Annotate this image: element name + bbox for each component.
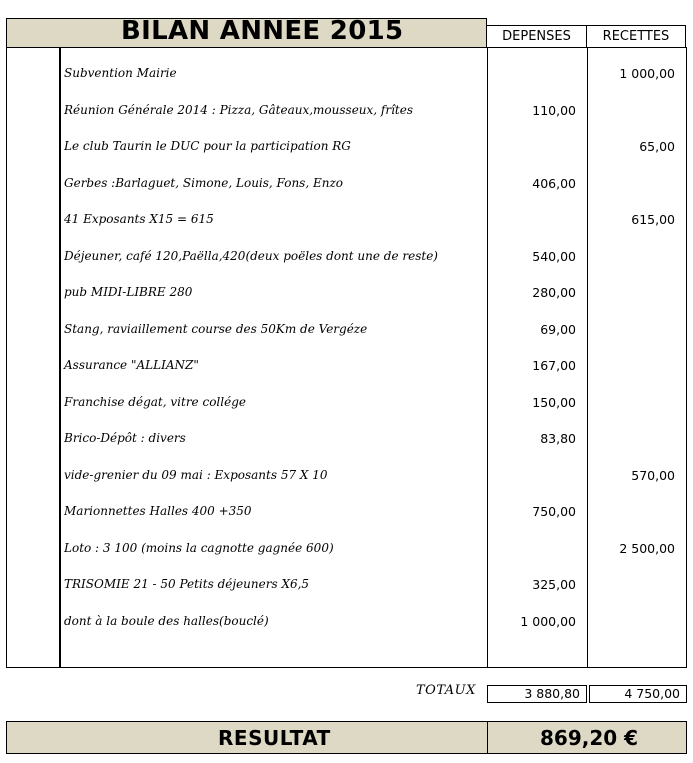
total-recettes: 4 750,00	[589, 685, 687, 703]
column-header-recettes: RECETTES	[587, 25, 686, 48]
row-description: Gerbes :Barlaguet, Simone, Louis, Fons, Enzo	[64, 176, 343, 190]
row-description: Brico-Dépôt : divers	[64, 431, 186, 445]
table-row	[0, 139, 693, 159]
title-band	[6, 18, 487, 48]
table-row	[0, 249, 693, 269]
row-depense: 150,00	[532, 395, 576, 410]
result-divider	[487, 721, 488, 754]
table-row	[0, 468, 693, 488]
table-row	[0, 577, 693, 597]
row-depense: 280,00	[532, 285, 576, 300]
row-description: Le club Taurin le DUC pour la participation RG	[64, 139, 351, 153]
row-description: Marionnettes Halles 400 +350	[64, 504, 252, 518]
total-depenses: 3 880,80	[487, 685, 587, 703]
row-depense: 406,00	[532, 176, 576, 191]
row-description: Stang, raviaillement course des 50Km de Vergéze	[64, 322, 368, 336]
row-depense: 69,00	[540, 322, 576, 337]
table-row	[0, 395, 693, 415]
row-description: Loto : 3 100 (moins la cagnotte gagnée 600)	[64, 541, 334, 555]
table-row	[0, 358, 693, 378]
row-description: Assurance "ALLIANZ"	[64, 358, 199, 372]
row-description: pub MIDI-LIBRE 280	[64, 285, 193, 299]
table-row	[0, 103, 693, 123]
row-recette: 570,00	[631, 468, 675, 483]
row-recette: 1 000,00	[619, 66, 675, 81]
row-depense: 110,00	[532, 103, 576, 118]
table-row	[0, 614, 693, 634]
row-description: Déjeuner, café 120,Paëlla,420(deux poëles dont une de reste)	[64, 249, 438, 263]
row-depense: 83,80	[540, 431, 576, 446]
row-description: dont à la boule des halles(bouclé)	[64, 614, 269, 628]
result-value: 869,20 €	[540, 726, 639, 750]
table-row	[0, 541, 693, 561]
table-row	[0, 176, 693, 196]
table-row	[0, 212, 693, 232]
row-depense: 750,00	[532, 504, 576, 519]
page-title: BILAN ANNEE 2015	[121, 16, 404, 46]
row-recette: 2 500,00	[619, 541, 675, 556]
row-depense: 1 000,00	[520, 614, 576, 629]
row-recette: 615,00	[631, 212, 675, 227]
row-description: vide-grenier du 09 mai : Exposants 57 X 10	[64, 468, 328, 482]
row-description: 41 Exposants X15 = 615	[64, 212, 214, 226]
row-depense: 540,00	[532, 249, 576, 264]
table-row	[0, 504, 693, 524]
row-depense: 325,00	[532, 577, 576, 592]
table-row	[0, 431, 693, 451]
row-description: TRISOMIE 21 - 50 Petits déjeuners X6,5	[64, 577, 310, 591]
row-description: Réunion Générale 2014 : Pizza, Gâteaux,mousseux, frîtes	[64, 103, 414, 117]
result-label: RESULTAT	[218, 726, 331, 750]
row-description: Subvention Mairie	[64, 66, 177, 80]
table-row	[0, 66, 693, 86]
row-recette: 65,00	[639, 139, 675, 154]
row-depense: 167,00	[532, 358, 576, 373]
row-description: Franchise dégat, vitre collége	[64, 395, 246, 409]
table-row	[0, 322, 693, 342]
table-row	[0, 285, 693, 305]
totals-label: TOTAUX	[416, 683, 476, 698]
column-header-depenses: DEPENSES	[487, 25, 587, 48]
